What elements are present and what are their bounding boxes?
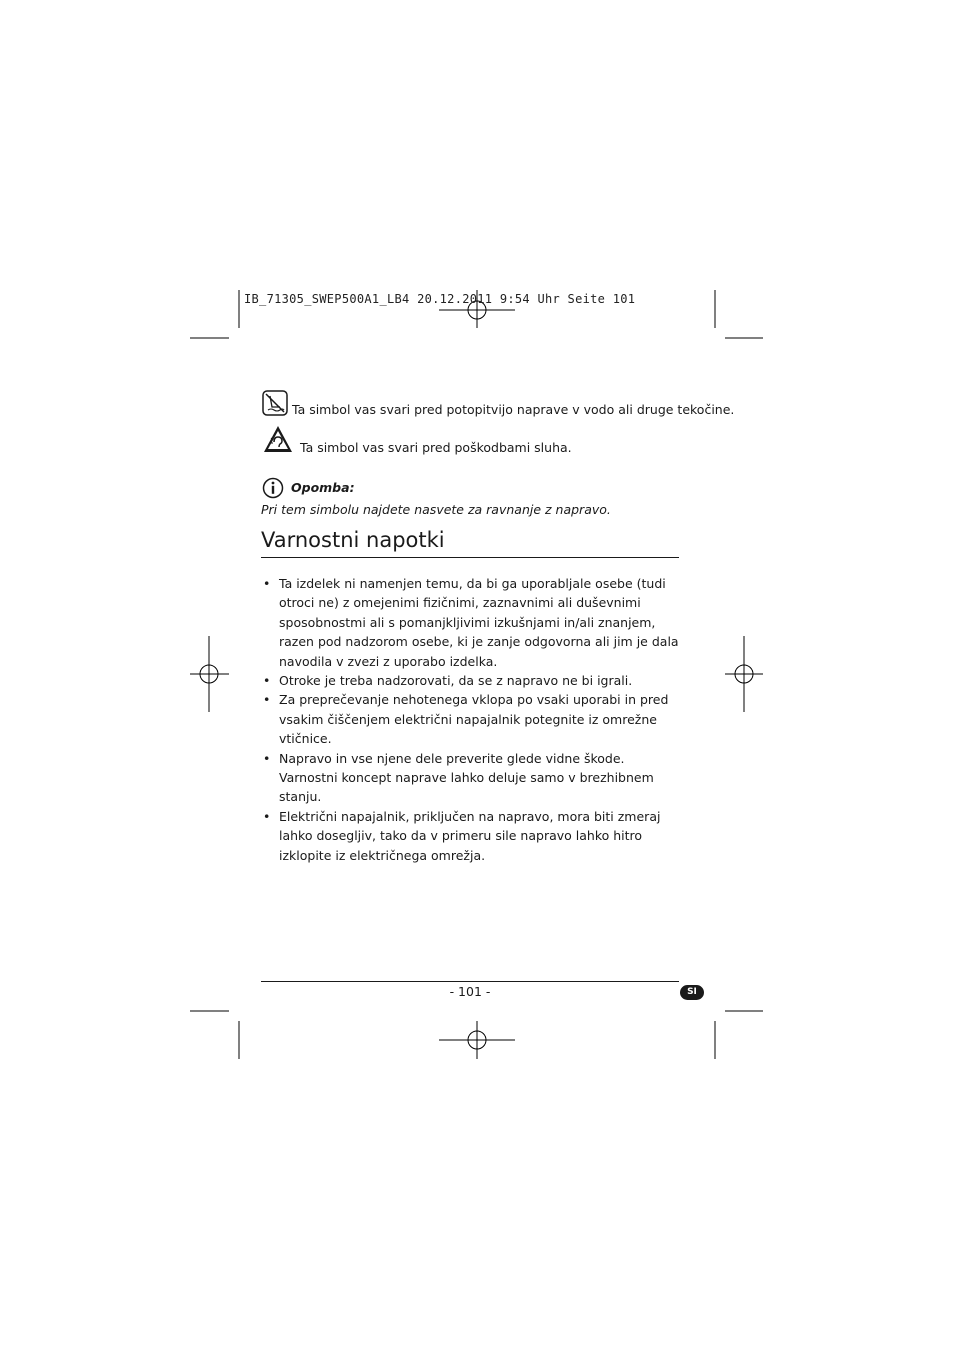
list-item: • Ta izdelek ni namenjen temu, da bi ga uporabljale osebe (tudi otroci ne) z omejenimi fizičnimi, zaznavnimi ali duševnimi sposobnostmi ali s pomanjkljivimi izkušnjami in/ali znanjem, razen pod nadzorom osebe, ki je zanje odgovorna ali jim je dala navodila v zvezi z uporabo izdelka. — [261, 574, 681, 671]
symbol-description: Ta simbol vas svari pred potopitvijo naprave v vodo ali druge tekočine. — [292, 402, 735, 417]
note-title: Opomba: — [291, 480, 355, 495]
hearing-warning-icon — [262, 424, 294, 458]
section-title: Varnostni napotki — [261, 528, 445, 552]
info-icon — [262, 477, 284, 503]
no-immersion-icon — [262, 390, 288, 420]
list-item: • Otroke je treba nadzorovati, da se z napravo ne bi igrali. — [261, 671, 681, 690]
symbol-description: Ta simbol vas svari pred poškodbami sluha. — [300, 440, 572, 455]
page-number: - 101 - — [449, 984, 491, 999]
title-rule — [261, 557, 679, 558]
list-item: • Za preprečevanje nehotenega vklopa po vsaki uporabi in pred vsakim čiščenjem električni napajalnik potegnite iz omrežne vtičnice. — [261, 690, 681, 748]
note-text: Pri tem simbolu najdete nasvete za ravnanje z napravo. — [261, 502, 611, 517]
list-item: • Napravo in vse njene dele preverite glede vidne škode. Varnostni koncept naprave lahko deluje samo v brezhibnem stanju. — [261, 749, 681, 807]
print-header: IB_71305_SWEP500A1_LB4 20.12.2011 9:54 Uhr Seite 101 — [244, 292, 636, 306]
safety-list — [261, 574, 681, 865]
footer-rule — [261, 981, 679, 982]
language-badge: SI — [680, 985, 704, 1000]
list-item: • Električni napajalnik, priključen na napravo, mora biti zmeraj lahko dosegljiv, tako da v primeru sile napravo lahko hitro izklopite iz električnega omrežja. — [261, 807, 681, 865]
